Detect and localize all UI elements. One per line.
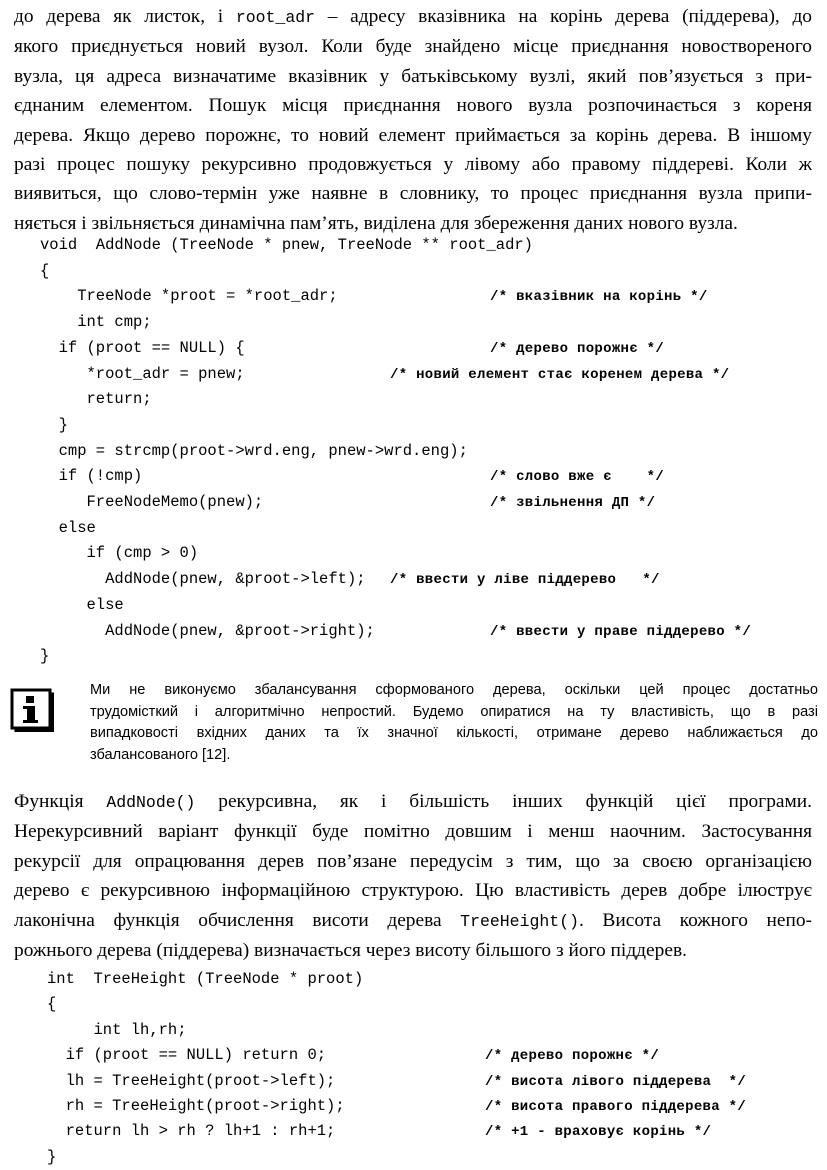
text-segment: до дерева як листок, і: [14, 6, 236, 27]
text-line: [14, 179, 812, 208]
code-line: void AddNode (TreeNode * pnew, TreeNode ** root_adr): [40, 236, 533, 254]
code-comment: /* вказівник на корінь */: [490, 289, 708, 306]
text-line: [14, 32, 812, 61]
code-line: rh = TreeHeight(proot->right);: [47, 1097, 345, 1115]
text-line: [14, 936, 812, 965]
text-segment: дерева. Якщо дерево порожнє, то новий елемент приймається за корінь дерева. В іншому: [14, 124, 812, 146]
code-line: if (!cmp): [40, 467, 143, 486]
code-line: AddNode(pnew, &proot->left);: [40, 570, 366, 589]
code-line: {: [47, 995, 57, 1014]
code-comment: /* дерево порожнє */: [490, 340, 665, 357]
code-line: TreeNode *proot = *root_adr;: [40, 287, 338, 306]
code-line: int lh,rh;: [47, 1020, 187, 1039]
text-line: [14, 906, 812, 936]
text-segment: няється і звільняється динамічна пам’ять, виділена для збереження даних нового вузла.: [14, 212, 738, 234]
text-segment: якого приєднується новий вузол. Коли буде знайдено місце приєднання новоствореного: [14, 36, 812, 58]
text-line: [14, 91, 812, 120]
text-segment: дерево є рекурсивною інформаційною структурою. Цю властивість дерев добре ілюструє: [14, 880, 812, 902]
code-line: if (cmp > 0): [40, 544, 199, 563]
note-line: Ми не виконуємо збалансування сформованого дерева, оскільки цей процес достатньо: [90, 682, 818, 698]
text-segment: – адресу вказівника на корінь дерева (піддерева), до: [315, 6, 813, 27]
text-line: [14, 847, 812, 876]
code-comment: /* висота правого піддерева */: [485, 1099, 747, 1115]
code-line: else: [40, 595, 124, 614]
text-line: [14, 150, 812, 179]
code-line: return lh > rh ? lh+1 : rh+1;: [47, 1122, 336, 1141]
code-line: {: [40, 261, 50, 280]
text-segment: разі процес пошуку рекурсивно продовжується у лівому або правому піддереві. Коли ж: [14, 154, 812, 176]
note-line: збалансованого [12].: [90, 746, 231, 763]
inline-code: TreeHeight(): [460, 911, 579, 931]
code-line: FreeNodeMemo(pnew);: [40, 493, 264, 511]
code-line: else: [40, 518, 96, 537]
code-comment: /* новий елемент стає коренем дерева */: [390, 366, 730, 383]
paragraph-add-node-description: [14, 2, 812, 238]
text-line: [14, 876, 812, 905]
text-segment: рожнього дерева (піддерева) визначається через висоту більшого з його піддерев.: [14, 940, 687, 962]
text-line: [14, 2, 812, 32]
text-segment: рекурсивна, як і більшість інших функцій цієї програми.: [195, 791, 812, 812]
text-segment: вузла, ця адреса визначатиме вказівник у батьківському вузлі, який пов’язується з при-: [14, 65, 812, 87]
note-line: випадковості вхідних даних та їх значної кількості, отримане дерево наближається до: [90, 725, 818, 741]
text-line: [14, 62, 812, 91]
text-segment: Функція: [14, 791, 107, 812]
text-segment: . Висота кожного непо-: [579, 909, 812, 931]
text-segment: єднаним елементом. Пошук місця приєднання нового вузла розпочинається з кореня: [14, 95, 812, 117]
code-line: if (proot == NULL) {: [40, 338, 245, 357]
code-line: *root_adr = pnew;: [40, 364, 245, 383]
code-line: cmp = strcmp(proot->wrd.eng, pnew->wrd.eng);: [40, 441, 468, 460]
code-comment: /* звільнення ДП */: [490, 495, 656, 511]
code-line: int cmp;: [40, 313, 152, 332]
code-listing-tree-height: [47, 966, 817, 1166]
code-listing-add-node: [40, 232, 820, 666]
code-comment: /* ввести у праве піддерево */: [490, 623, 752, 640]
text-line: [14, 787, 812, 817]
paragraph-recursion-description: [14, 787, 812, 965]
info-icon: [10, 688, 54, 732]
code-comment: /* дерево порожнє */: [485, 1048, 660, 1065]
code-line: return;: [40, 390, 152, 409]
inline-code: AddNode(): [106, 793, 196, 812]
text-segment: Нерекурсивний варіант функції буде помітно довшим і менш наочним. Застосування: [14, 821, 812, 843]
text-line: [14, 817, 812, 846]
code-line: if (proot == NULL) return 0;: [47, 1046, 327, 1065]
code-line: lh = TreeHeight(proot->left);: [47, 1071, 336, 1090]
text-segment: рекурсії для опрацювання дерев пов’язане передусім з тим, що за своєю організацією: [14, 850, 812, 872]
code-line: int TreeHeight (TreeNode * proot): [47, 970, 364, 988]
note-line: трудомісткий і алгоритмічно непростий. Будемо опиратися на ту властивість, що в разі: [90, 703, 818, 720]
code-line: AddNode(pnew, &proot->right);: [40, 621, 375, 640]
text-segment: виявиться, що слово-термін уже наявне в словнику, то процес приєднання вузла припи-: [14, 183, 812, 205]
code-comment: /* висота лівого піддерева */: [485, 1073, 747, 1090]
info-note: [90, 680, 818, 766]
code-line: }: [47, 1147, 57, 1166]
code-comment: /* слово вже є */: [490, 469, 665, 486]
code-line: }: [40, 647, 50, 666]
code-line: }: [40, 415, 68, 434]
text-line: [14, 121, 812, 150]
code-comment: /* +1 - враховує корінь */: [485, 1124, 712, 1141]
code-comment: /* ввести у ліве піддерево */: [390, 572, 660, 589]
inline-code: root_adr: [235, 8, 316, 27]
text-segment: лаконічна функція обчислення висоти дерева: [14, 909, 461, 931]
